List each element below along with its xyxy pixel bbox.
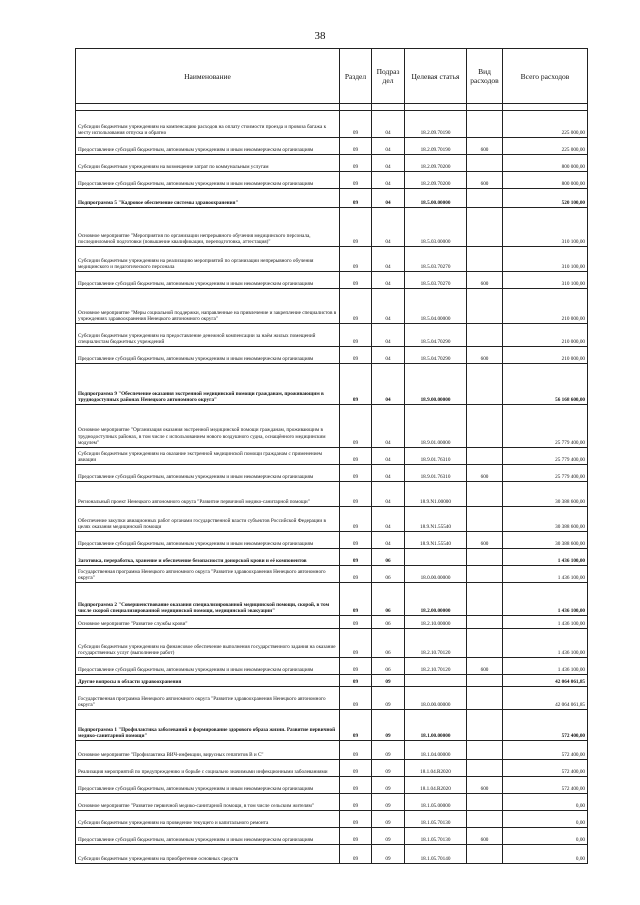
cell-target: 18.1.05.70130: [405, 811, 467, 828]
table-row: [76, 794, 588, 811]
cell-target: 18.5.03.70270: [405, 247, 467, 272]
cell-target: 18.9.01.00000: [405, 405, 467, 448]
cell-subsection: 09: [372, 777, 405, 794]
cell-subsection: 04: [372, 448, 405, 465]
cell-total: 225 000,00: [503, 138, 588, 155]
cell-total: 210 000,00: [503, 289, 588, 324]
cell-subsection: 04: [372, 138, 405, 155]
cell-name: Предоставление субсидий бюджетным, автономным учреждениям и иным некоммерческим организациям: [76, 465, 340, 482]
cell-expense-type: [467, 405, 503, 448]
cell-total: 25 779 400,00: [503, 405, 588, 448]
cell-subsection: 04: [372, 532, 405, 549]
cell-name: Заготовка, переработка, хранение и обеспечение безопасности донорской крови и её компонентов: [76, 549, 340, 566]
cell-section: 09: [340, 155, 372, 172]
cell-expense-type: [467, 811, 503, 828]
cell-expense-type: 600: [467, 172, 503, 189]
cell-expense-type: [467, 507, 503, 532]
cell-target: 18.1.05.70130: [405, 828, 467, 845]
cell-target: 18.2.10.70120: [405, 658, 467, 675]
table-row: [76, 658, 588, 675]
cell-subsection: 09: [372, 741, 405, 760]
cell-subsection: 06: [372, 583, 405, 616]
cell-subsection: 04: [372, 465, 405, 482]
cell-expense-type: [467, 364, 503, 405]
cell-section: 09: [340, 465, 372, 482]
cell-expense-type: [467, 710, 503, 741]
cell-subsection: 06: [372, 658, 405, 675]
cell-expense-type: [467, 549, 503, 566]
cell-name: Предоставление субсидий бюджетным, автономным учреждениям и иным некоммерческим организациям: [76, 172, 340, 189]
cell-section: 09: [340, 845, 372, 864]
cell-total: 572 400,00: [503, 741, 588, 760]
cell-section: 09: [340, 629, 372, 658]
cell-expense-type: [467, 629, 503, 658]
cell-target: 18.1.00.00000: [405, 710, 467, 741]
cell-section: 09: [340, 111, 372, 138]
cell-name: Предоставление субсидий бюджетным, автономным учреждениям и иным некоммерческим организациям: [76, 138, 340, 155]
cell-total: 310 100,00: [503, 208, 588, 247]
cell-total: 310 100,00: [503, 272, 588, 289]
header-expense-type: Вид расходов: [467, 49, 503, 104]
cell-total: 30 388 600,00: [503, 532, 588, 549]
cell-subsection: 09: [372, 828, 405, 845]
cell-name: Предоставление субсидий бюджетным, автономным учреждениям и иным некоммерческим организациям: [76, 777, 340, 794]
cell-expense-type: [467, 616, 503, 629]
cell-name: Основное мероприятие "Развитие первичной медико-санитарной помощи, в том числе сельским жителям": [76, 794, 340, 811]
cell-expense-type: [467, 760, 503, 777]
cell-expense-type: [467, 155, 503, 172]
cell-expense-type: [467, 583, 503, 616]
cell-subsection: 04: [372, 155, 405, 172]
cell-target: 18.9.00.00000: [405, 364, 467, 405]
table-row: [76, 448, 588, 465]
cell-target: 18.5.04.70290: [405, 324, 467, 347]
cell-subsection: 09: [372, 675, 405, 687]
cell-target: 18.5.04.70290: [405, 347, 467, 364]
cell-name: Основное мероприятие "Профилактика ВИЧ-инфекции, вирусных гепатитов В и С": [76, 741, 340, 760]
cell-target: 18.9.N1.55540: [405, 532, 467, 549]
cell-name: Субсидии бюджетным учреждениям на оказание экстренной медицинской помощи гражданам с применением авиации: [76, 448, 340, 465]
table-row: [76, 155, 588, 172]
cell-section: 09: [340, 247, 372, 272]
table-row: [76, 777, 588, 794]
cell-total: 30 388 600,00: [503, 482, 588, 507]
cell-name: Предоставление субсидий бюджетным, автономным учреждениям и иным некоммерческим организациям: [76, 347, 340, 364]
table-row: [76, 828, 588, 845]
cell-subsection: 04: [372, 247, 405, 272]
cell-target: 18.1.04.00000: [405, 741, 467, 760]
cell-target: 18.2.09.70190: [405, 138, 467, 155]
cell-subsection: 04: [372, 364, 405, 405]
cell-subsection: 04: [372, 172, 405, 189]
cell-section: 09: [340, 189, 372, 208]
table-row: [76, 111, 588, 138]
cell-expense-type: 600: [467, 272, 503, 289]
cell-name: Субсидии бюджетным учреждениям на реализацию мероприятий по организации непрерывного обучения медицинского и педагогического персонала: [76, 247, 340, 272]
table-row: [76, 629, 588, 658]
cell-expense-type: [467, 208, 503, 247]
cell-total: 520 100,00: [503, 189, 588, 208]
cell-section: 09: [340, 532, 372, 549]
cell-expense-type: 600: [467, 465, 503, 482]
cell-total: 572 400,00: [503, 710, 588, 741]
table-row: [76, 583, 588, 616]
cell-target: 18.9.01.76310: [405, 448, 467, 465]
cell-name: Основное мероприятие "Организация оказания экстренной медицинской помощи гражданам, проживающим в труднодоступных районах, в том числе с использованием нового воздушного судна, оснащённого медицинским модулем": [76, 405, 340, 448]
cell-subsection: 06: [372, 549, 405, 566]
cell-section: 09: [340, 828, 372, 845]
cell-target: 18.1.04.R2020: [405, 777, 467, 794]
cell-name: Основное мероприятие "Меры социальной поддержки, направленные на привлечение и закрепление специалистов в учреждениях здравоохранения Ненецкого автономного округа": [76, 289, 340, 324]
cell-subsection: 04: [372, 324, 405, 347]
cell-section: 09: [340, 616, 372, 629]
cell-expense-type: 600: [467, 777, 503, 794]
cell-target: 18.2.09.70190: [405, 111, 467, 138]
cell-total: 1 436 100,00: [503, 566, 588, 583]
cell-section: 09: [340, 324, 372, 347]
cell-expense-type: 600: [467, 347, 503, 364]
table-row: [76, 208, 588, 247]
cell-subsection: 06: [372, 566, 405, 583]
cell-section: 09: [340, 405, 372, 448]
cell-name: Основное мероприятие "Развитие службы крови": [76, 616, 340, 629]
table-row: [76, 405, 588, 448]
cell-name: Подпрограмма 5 "Кадровое обеспечение системы здравоохранения": [76, 189, 340, 208]
cell-section: 09: [340, 289, 372, 324]
cell-section: 09: [340, 347, 372, 364]
header-total: Всего расходов: [503, 49, 588, 104]
cell-section: 09: [340, 549, 372, 566]
table-row: [76, 465, 588, 482]
table-row: [76, 482, 588, 507]
cell-total: 0,00: [503, 811, 588, 828]
cell-subsection: 04: [372, 347, 405, 364]
cell-subsection: 09: [372, 760, 405, 777]
cell-total: 1 436 100,00: [503, 549, 588, 566]
cell-name: Подпрограмма 2 "Совершенствование оказания специализированной медицинской помощи, скорой, в том числе скорой специализированной медицинской помощи, медицинской эвакуации": [76, 583, 340, 616]
cell-total: 210 000,00: [503, 324, 588, 347]
cell-expense-type: 600: [467, 532, 503, 549]
cell-name: Субсидии бюджетным учреждениям на приобретение основных средств: [76, 845, 340, 864]
cell-name: Обеспечение закупки авиационных работ органами государственной власти субъектов Российской Федерации в целях оказания медицинской помощи: [76, 507, 340, 532]
cell-subsection: 09: [372, 794, 405, 811]
cell-name: Государственная программа Ненецкого автономного округа "Развитие здравоохранения Ненецкого автономного округа": [76, 566, 340, 583]
cell-name: Субсидии бюджетным учреждениям на возмещение затрат по коммунальным услугам: [76, 155, 340, 172]
cell-section: 09: [340, 777, 372, 794]
cell-target: 18.9.01.76310: [405, 465, 467, 482]
cell-total: 572 400,00: [503, 777, 588, 794]
cell-name: Подпрограмма 9 "Обеспечение оказания экстренной медицинской помощи гражданам, проживающим в труднодоступных районах Ненецкого автономного округа": [76, 364, 340, 405]
cell-section: 09: [340, 172, 372, 189]
cell-expense-type: [467, 675, 503, 687]
cell-subsection: 04: [372, 111, 405, 138]
cell-total: 0,00: [503, 794, 588, 811]
cell-name: Основное мероприятие "Мероприятия по организации непрерывного обучения медицинского персонала, послединломной подготовки (повышение квалификации, переподготовка, аттестация)": [76, 208, 340, 247]
cell-section: 09: [340, 687, 372, 710]
budget-table: [75, 48, 588, 864]
cell-target: 18.5.03.00000: [405, 208, 467, 247]
cell-target: 18.0.00.00000: [405, 566, 467, 583]
table-row: [76, 272, 588, 289]
cell-subsection: 04: [372, 482, 405, 507]
cell-target: 18.5.03.70270: [405, 272, 467, 289]
cell-subsection: 04: [372, 208, 405, 247]
cell-section: 09: [340, 482, 372, 507]
cell-target: 18.5.04.00000: [405, 289, 467, 324]
cell-subsection: 04: [372, 189, 405, 208]
cell-name: Реализация мероприятий по предупреждению и борьбе с социально значимыми инфекционными заболеваниями: [76, 760, 340, 777]
cell-expense-type: [467, 794, 503, 811]
cell-target: 18.0.00.00000: [405, 687, 467, 710]
cell-total: 1 436 100,00: [503, 616, 588, 629]
cell-total: 310 100,00: [503, 247, 588, 272]
cell-name: Государственная программа Ненецкого автономного округа "Развитие здравоохранения Ненецкого автономного округа": [76, 687, 340, 710]
cell-section: 09: [340, 710, 372, 741]
cell-expense-type: [467, 741, 503, 760]
cell-subsection: 09: [372, 687, 405, 710]
cell-section: 09: [340, 794, 372, 811]
cell-target: [405, 549, 467, 566]
cell-target: 18.2.09.70200: [405, 172, 467, 189]
cell-target: 18.2.10.70120: [405, 629, 467, 658]
cell-expense-type: 600: [467, 138, 503, 155]
header-target: Целевая статья: [405, 49, 467, 104]
cell-total: 1 436 100,00: [503, 583, 588, 616]
cell-total: 572 400,00: [503, 760, 588, 777]
cell-section: 09: [340, 138, 372, 155]
table-row: [76, 172, 588, 189]
cell-subsection: 04: [372, 272, 405, 289]
cell-expense-type: [467, 247, 503, 272]
cell-target: 18.1.05.70140: [405, 845, 467, 864]
cell-total: 800 000,00: [503, 172, 588, 189]
cell-total: 42 064 061,85: [503, 687, 588, 710]
cell-subsection: 09: [372, 710, 405, 741]
cell-total: 0,00: [503, 828, 588, 845]
cell-target: 18.9.N1.55540: [405, 507, 467, 532]
cell-expense-type: 600: [467, 828, 503, 845]
cell-total: 30 388 600,00: [503, 507, 588, 532]
table-row: [76, 364, 588, 405]
table-row: [76, 687, 588, 710]
cell-section: 09: [340, 583, 372, 616]
table-row: [76, 710, 588, 741]
cell-name: Субсидии бюджетным учреждениям на предоставление денежной компенсации за наём жилых помещений специалистам бюджетных учреждений: [76, 324, 340, 347]
cell-section: 09: [340, 364, 372, 405]
cell-total: 25 779 400,00: [503, 448, 588, 465]
cell-target: 18.2.10.00000: [405, 616, 467, 629]
cell-total: 0,00: [503, 845, 588, 864]
cell-target: 18.1.05.00000: [405, 794, 467, 811]
cell-total: 1 436 100,00: [503, 658, 588, 675]
table-row: [76, 741, 588, 760]
cell-section: 09: [340, 566, 372, 583]
cell-expense-type: [467, 289, 503, 324]
cell-total: 42 064 061,85: [503, 675, 588, 687]
cell-section: 09: [340, 760, 372, 777]
cell-expense-type: [467, 687, 503, 710]
cell-target: 18.9.N1.00000: [405, 482, 467, 507]
cell-target: [405, 675, 467, 687]
cell-total: 800 000,00: [503, 155, 588, 172]
cell-expense-type: 600: [467, 658, 503, 675]
cell-name: Субсидии бюджетным учреждениям на финансовое обеспечение выполнения государственного задания на оказание государственных услуг (выполнение работ): [76, 629, 340, 658]
cell-subsection: 09: [372, 845, 405, 864]
cell-expense-type: [467, 111, 503, 138]
spacer-row: [76, 104, 588, 111]
table-row: [76, 566, 588, 583]
header-subsection: Подраз дел: [372, 49, 405, 104]
table-row: [76, 760, 588, 777]
cell-expense-type: [467, 324, 503, 347]
cell-section: 09: [340, 811, 372, 828]
cell-target: 18.5.00.00000: [405, 189, 467, 208]
cell-subsection: 09: [372, 811, 405, 828]
table-row: [76, 811, 588, 828]
cell-section: 09: [340, 741, 372, 760]
cell-section: 09: [340, 272, 372, 289]
cell-target: 18.1.04.R2020: [405, 760, 467, 777]
table-header-row: [76, 49, 588, 104]
cell-section: 09: [340, 448, 372, 465]
cell-subsection: 04: [372, 405, 405, 448]
cell-total: 225 000,00: [503, 111, 588, 138]
page-number: 38: [314, 30, 326, 42]
table-row: [76, 845, 588, 864]
cell-total: 1 436 100,00: [503, 629, 588, 658]
table-row: [76, 347, 588, 364]
table-row: [76, 138, 588, 155]
table-row: [76, 549, 588, 566]
cell-section: 09: [340, 675, 372, 687]
table-row: [76, 247, 588, 272]
cell-name: Предоставление субсидий бюджетным, автономным учреждениям и иным некоммерческим организациям: [76, 532, 340, 549]
table-row: [76, 616, 588, 629]
table-row: [76, 289, 588, 324]
table-row: [76, 675, 588, 687]
cell-expense-type: [467, 845, 503, 864]
cell-name: Предоставление субсидий бюджетным, автономным учреждениям и иным некоммерческим организациям: [76, 658, 340, 675]
cell-subsection: 04: [372, 507, 405, 532]
table-row: [76, 532, 588, 549]
cell-name: Региональный проект Ненецкого автономного округа "Развитие первичной медико-санитарной помощи": [76, 482, 340, 507]
cell-expense-type: [467, 566, 503, 583]
cell-expense-type: [467, 448, 503, 465]
cell-total: 56 168 600,00: [503, 364, 588, 405]
cell-expense-type: [467, 482, 503, 507]
cell-expense-type: [467, 189, 503, 208]
cell-subsection: 06: [372, 616, 405, 629]
cell-name: Другие вопросы в области здравоохранения: [76, 675, 340, 687]
cell-target: 18.2.09.70200: [405, 155, 467, 172]
cell-subsection: 06: [372, 629, 405, 658]
cell-name: Подпрограмма 1 "Профилактика заболеваний и формирование здорового образа жизни. Развитие первичной медико-санитарной помощи": [76, 710, 340, 741]
cell-subsection: 04: [372, 289, 405, 324]
cell-target: 18.2.00.00000: [405, 583, 467, 616]
cell-name: Субсидии бюджетным учреждениям на компенсацию расходов на оплату стоимости проезда и провоза багажа к месту использования отпуска и обратно: [76, 111, 340, 138]
cell-name: Субсидии бюджетным учреждениям на проведение текущего и капитального ремонта: [76, 811, 340, 828]
table-row: [76, 507, 588, 532]
cell-section: 09: [340, 507, 372, 532]
cell-section: 09: [340, 658, 372, 675]
table-row: [76, 189, 588, 208]
cell-name: Предоставление субсидий бюджетным, автономным учреждениям и иным некоммерческим организациям: [76, 272, 340, 289]
cell-name: Предоставление субсидий бюджетным, автономным учреждениям и иным некоммерческим организациям: [76, 828, 340, 845]
cell-section: 09: [340, 208, 372, 247]
table-row: [76, 324, 588, 347]
table-body: [76, 104, 588, 864]
cell-total: 25 779 400,00: [503, 465, 588, 482]
header-name: Наименование: [76, 49, 340, 104]
cell-total: 210 000,00: [503, 347, 588, 364]
header-section: Раздел: [340, 49, 372, 104]
